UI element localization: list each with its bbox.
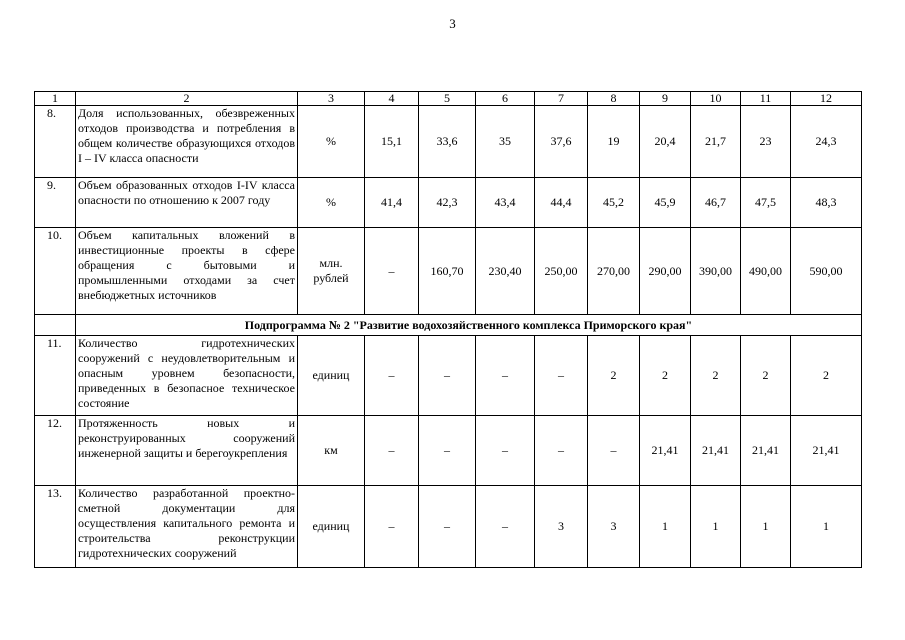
unit-cell: единиц — [298, 336, 365, 416]
value-cell: 37,6 — [535, 106, 588, 178]
value-cell: – — [365, 416, 419, 486]
row-number: 8. — [35, 106, 76, 178]
row-number: 10. — [35, 228, 76, 315]
value-cell: 43,4 — [476, 178, 535, 228]
value-cell: 250,00 — [535, 228, 588, 315]
header-cell: 2 — [76, 92, 298, 106]
value-cell: 46,7 — [691, 178, 741, 228]
subprogram-row — [35, 315, 862, 336]
value-cell: 3 — [588, 486, 640, 568]
subprogram-title: Подпрограмма № 2 "Развитие водохозяйственного комплекса Приморского края" — [76, 315, 862, 336]
indicator-name: Количество разработанной проектно-сметной документации для осуществления капитального ремонта и строительства реконструкции гидротехнических сооружений — [76, 486, 298, 568]
unit-cell: % — [298, 178, 365, 228]
value-cell: 19 — [588, 106, 640, 178]
header-cell: 6 — [476, 92, 535, 106]
value-cell: – — [588, 416, 640, 486]
value-cell: – — [476, 416, 535, 486]
value-cell: 290,00 — [640, 228, 691, 315]
page-number: 3 — [449, 16, 456, 31]
indicator-name: Объем капитальных вложений в инвестиционные проекты в сфере обращения с бытовыми и промышленными отходами за счет внебюджетных источников — [76, 228, 298, 315]
value-cell: 48,3 — [791, 178, 862, 228]
value-cell: 2 — [791, 336, 862, 416]
value-cell: 21,41 — [741, 416, 791, 486]
value-cell: – — [419, 416, 476, 486]
unit-cell: км — [298, 416, 365, 486]
value-cell: 21,41 — [640, 416, 691, 486]
value-cell: 44,4 — [535, 178, 588, 228]
table-row — [35, 228, 862, 315]
table-row — [35, 416, 862, 486]
header-row — [35, 92, 862, 106]
table-row — [35, 486, 862, 568]
value-cell: 20,4 — [640, 106, 691, 178]
value-cell: 1 — [791, 486, 862, 568]
value-cell: 270,00 — [588, 228, 640, 315]
value-cell: 2 — [741, 336, 791, 416]
value-cell: 35 — [476, 106, 535, 178]
value-cell: – — [535, 416, 588, 486]
unit-cell: % — [298, 106, 365, 178]
row-number: 13. — [35, 486, 76, 568]
value-cell: 3 — [535, 486, 588, 568]
value-cell: – — [365, 486, 419, 568]
value-cell: – — [365, 336, 419, 416]
value-cell: 21,41 — [791, 416, 862, 486]
row-number: 9. — [35, 178, 76, 228]
value-cell: 160,70 — [419, 228, 476, 315]
subprogram-number-cell — [35, 315, 76, 336]
value-cell: 15,1 — [365, 106, 419, 178]
header-cell: 9 — [640, 92, 691, 106]
header-cell: 12 — [791, 92, 862, 106]
header-cell: 7 — [535, 92, 588, 106]
value-cell: 21,7 — [691, 106, 741, 178]
header-cell: 1 — [35, 92, 76, 106]
header-cell: 11 — [741, 92, 791, 106]
value-cell: 21,41 — [691, 416, 741, 486]
unit-cell: единиц — [298, 486, 365, 568]
table-row — [35, 178, 862, 228]
value-cell: – — [419, 336, 476, 416]
row-number: 12. — [35, 416, 76, 486]
value-cell: 1 — [741, 486, 791, 568]
value-cell: – — [419, 486, 476, 568]
value-cell: 490,00 — [741, 228, 791, 315]
value-cell: 2 — [588, 336, 640, 416]
value-cell: 45,2 — [588, 178, 640, 228]
header-cell: 10 — [691, 92, 741, 106]
value-cell: – — [365, 228, 419, 315]
value-cell: 23 — [741, 106, 791, 178]
unit-cell: млн. рублей — [298, 228, 365, 315]
value-cell: 230,40 — [476, 228, 535, 315]
indicator-name: Количество гидротехнических сооружений с неудовлетворительным и опасным уровнем безопасности, приведенных в безопасное техническое состояние — [76, 336, 298, 416]
value-cell: 45,9 — [640, 178, 691, 228]
value-cell: – — [476, 336, 535, 416]
row-number: 11. — [35, 336, 76, 416]
header-cell: 8 — [588, 92, 640, 106]
value-cell: 2 — [640, 336, 691, 416]
value-cell: 1 — [640, 486, 691, 568]
value-cell: 24,3 — [791, 106, 862, 178]
table-row — [35, 106, 862, 178]
table-row — [35, 336, 862, 416]
value-cell: 33,6 — [419, 106, 476, 178]
value-cell: 42,3 — [419, 178, 476, 228]
value-cell: 2 — [691, 336, 741, 416]
value-cell: – — [535, 336, 588, 416]
value-cell: 390,00 — [691, 228, 741, 315]
header-cell: 5 — [419, 92, 476, 106]
indicators-table — [34, 91, 862, 568]
indicator-name: Протяженность новых и реконструированных сооружений инженерной защиты и берегоукрепления — [76, 416, 298, 486]
indicator-name: Объем образованных отходов I-IV класса опасности по отношению к 2007 году — [76, 178, 298, 228]
header-cell: 4 — [365, 92, 419, 106]
indicator-name: Доля использованных, обезвреженных отходов производства и потребления в общем количестве образующихся отходов I – IV класса опасности — [76, 106, 298, 178]
value-cell: – — [476, 486, 535, 568]
value-cell: 47,5 — [741, 178, 791, 228]
value-cell: 41,4 — [365, 178, 419, 228]
header-cell: 3 — [298, 92, 365, 106]
value-cell: 590,00 — [791, 228, 862, 315]
value-cell: 1 — [691, 486, 741, 568]
